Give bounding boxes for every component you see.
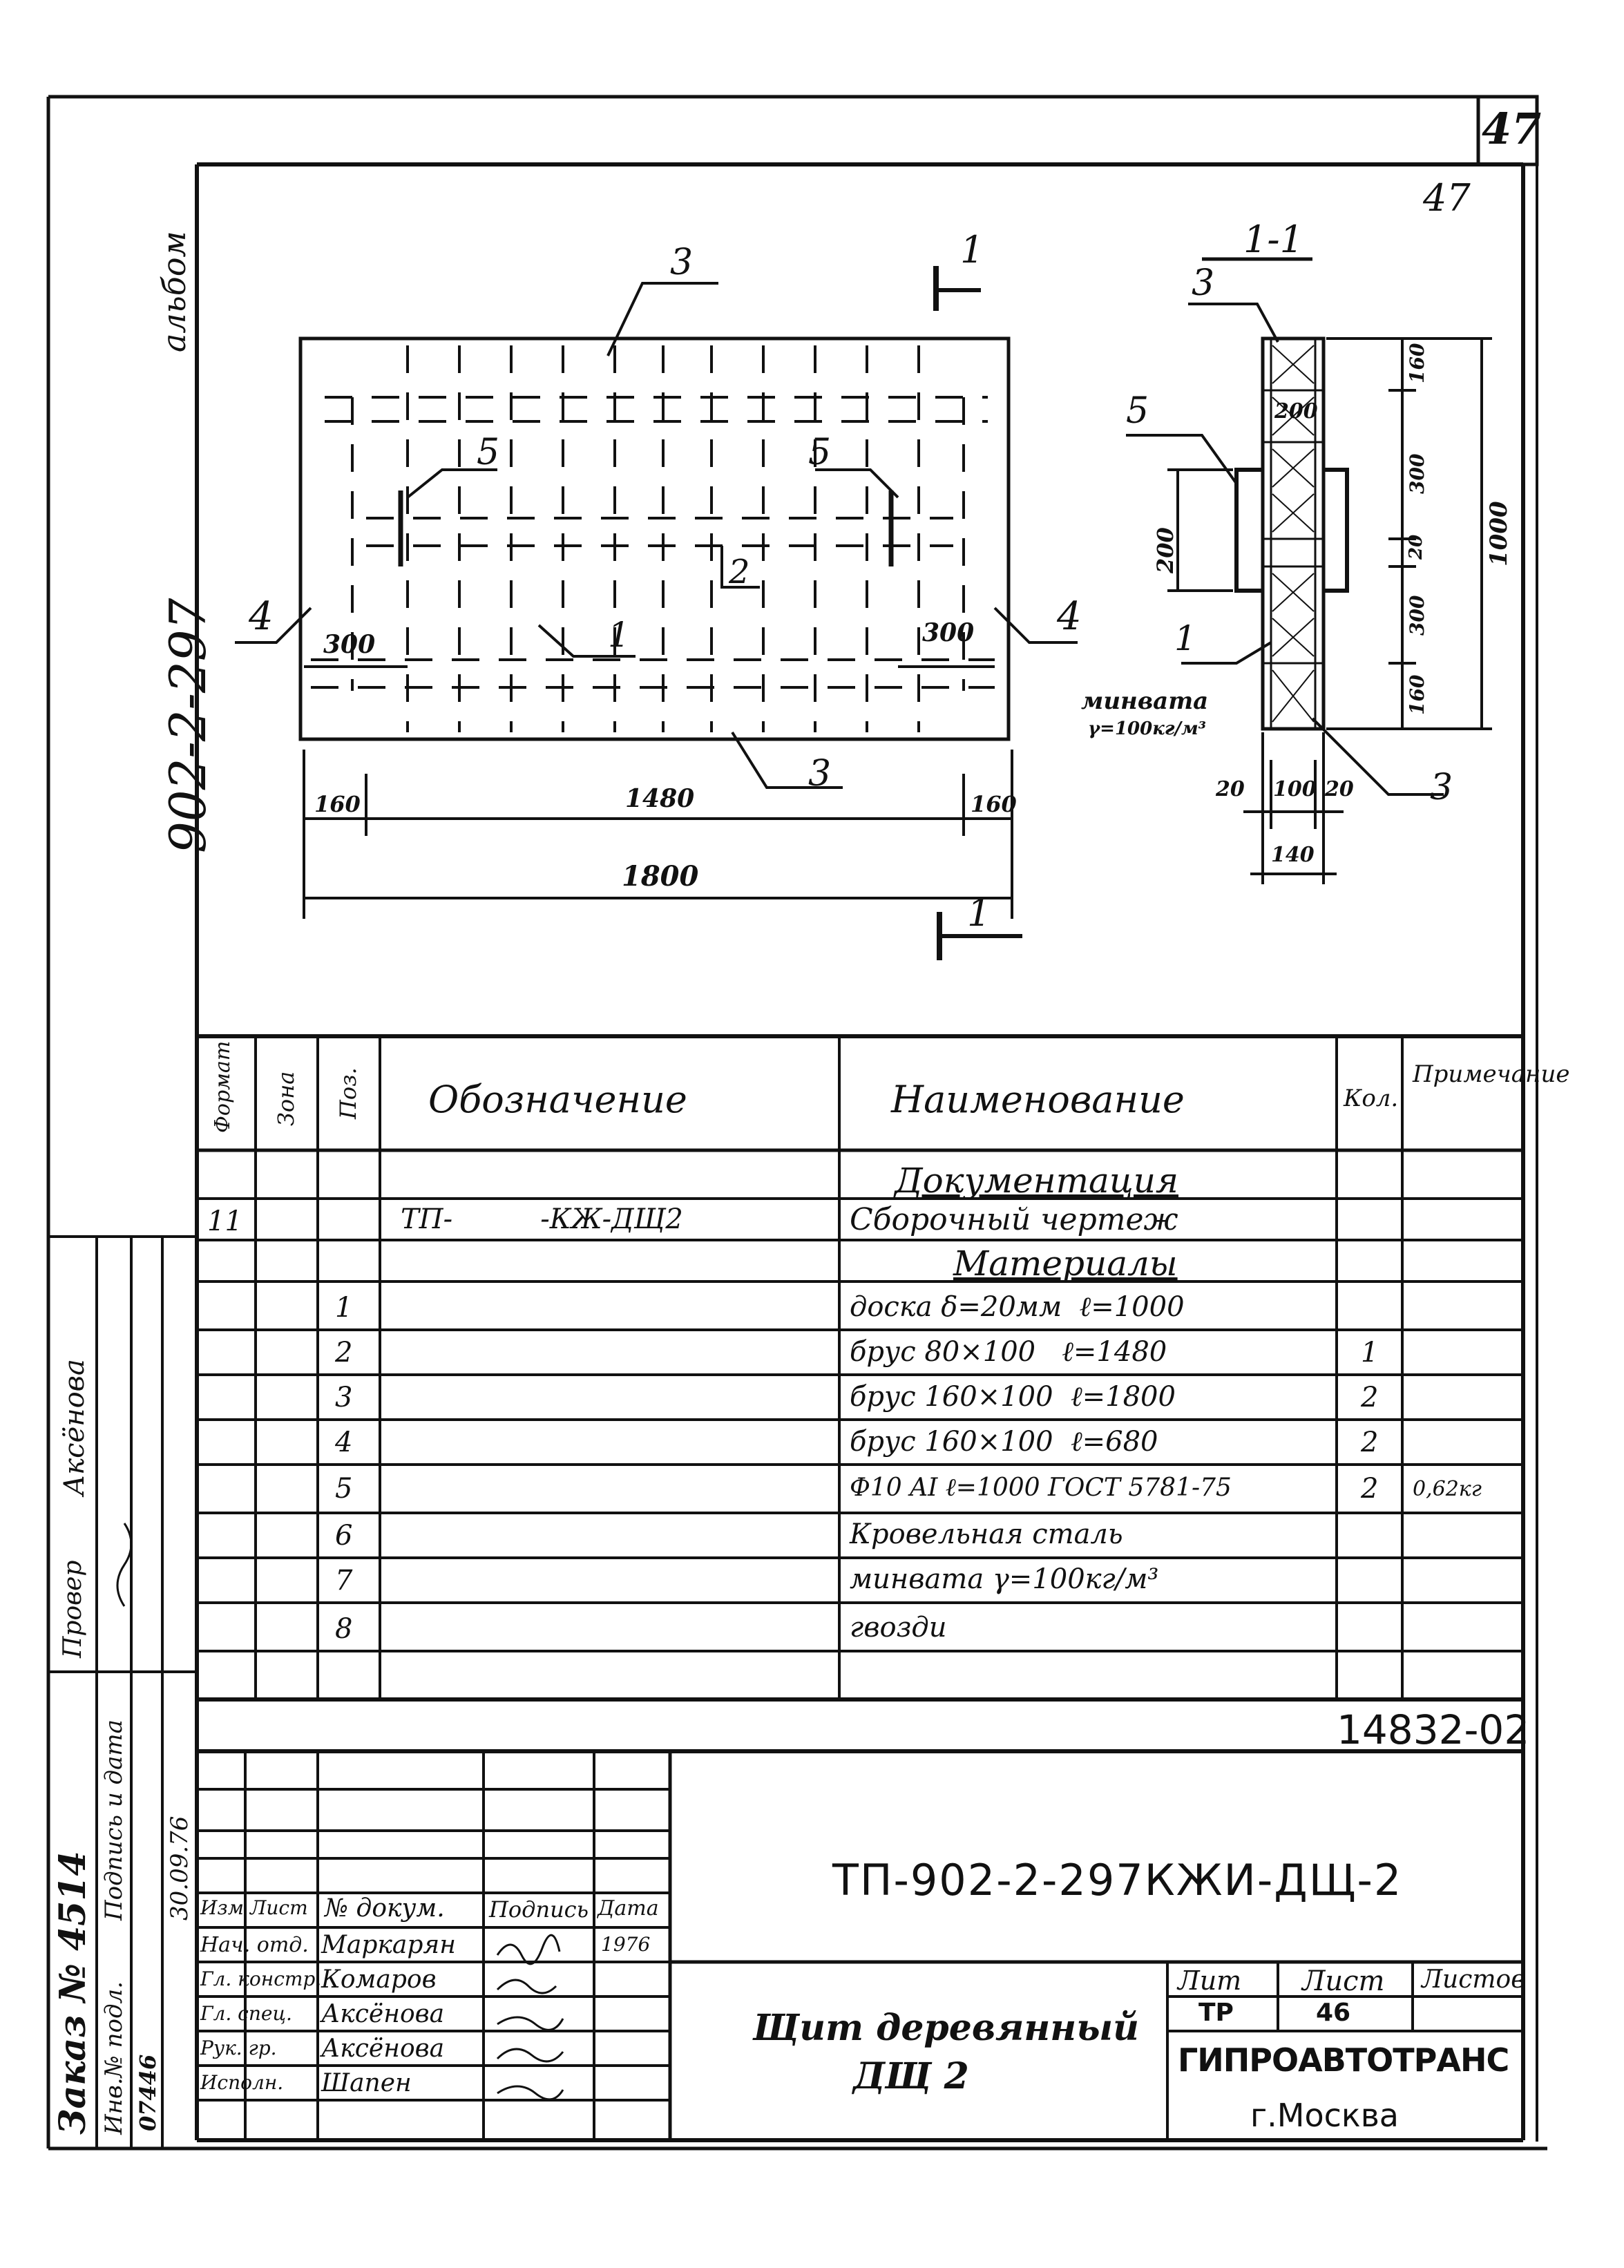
dim-160-left: 160 [314,791,361,817]
dim-160-right: 160 [971,791,1017,817]
dim-140: 140 [1271,843,1315,867]
row-6-pos: 3 [335,1382,353,1413]
row-5-name: брус 80×100 ℓ=1480 [850,1336,1167,1368]
callout-5-left: 5 [477,432,500,473]
col-date: Дата [598,1896,659,1921]
dim-300-section-top: 300 [1406,453,1429,494]
role-5-name: Шапен [321,2069,412,2097]
callout-5-right: 5 [808,432,832,473]
dim-1800: 1800 [622,860,699,893]
row-2-format: 11 [207,1206,242,1237]
header-zone: Зона [273,1071,299,1126]
callout-4-right: 4 [1057,594,1082,639]
proverer-name: Аксёнова [59,1359,90,1496]
role-3-name: Аксёнова [321,2000,445,2028]
row-7-qty: 2 [1361,1427,1379,1458]
lit-value: ТР [1198,1999,1234,2027]
sheets-label: Листов [1422,1965,1526,1994]
role-4: Рук. гр. [200,2037,277,2059]
col-doc-no: № докум. [325,1894,445,1923]
row-5-qty: 1 [1361,1337,1379,1369]
dim-200-top: 200 [1274,399,1318,423]
minvata-density: γ=100кг/м³ [1088,718,1207,739]
callout-2: 2 [729,553,750,591]
callout-3-bottom: 3 [808,753,832,794]
minvata-label: минвата [1081,687,1209,715]
dim-160-section-top: 160 [1406,343,1429,383]
callout-3-section-bottom: 3 [1430,767,1453,808]
callout-3-top: 3 [670,242,694,283]
role-2: Гл. констр. [200,1967,322,1990]
row-10-pos: 7 [335,1565,353,1597]
row-4-pos: 1 [335,1292,353,1324]
row-11-name: гвозди [850,1612,947,1643]
sheet-number-outer: 47 [1482,104,1542,154]
doc-code: ТП-902-2-297КЖИ-ДЩ-2 [832,1855,1403,1905]
signature-date-value: 30.09.76 [166,1816,193,1921]
role-2-name: Комаров [321,1965,437,1994]
row-11-pos: 8 [335,1613,353,1645]
row-2-name: Сборочный чертеж [850,1202,1178,1237]
cut-mark-top: 1 [960,228,984,271]
series-number: 902-2-297 [159,598,217,853]
header-qty: Кол. [1344,1085,1399,1112]
org-city: г.Москва [1250,2097,1399,2134]
role-4-name: Аксёнова [321,2034,445,2063]
title-line-1: Щит деревянный [753,2007,1139,2049]
row-5-pos: 2 [335,1337,353,1369]
stamp-code: 14832-02 [1337,1706,1530,1753]
row-4-name: доска δ=20мм ℓ=1000 [850,1291,1185,1323]
dim-100-bottom: 100 [1273,777,1317,801]
dim-20-bottom-left: 20 [1216,777,1245,801]
section-title: 1-1 [1243,218,1303,261]
proverer-label: Провер [59,1560,87,1658]
dim-1480: 1480 [625,784,695,813]
row-6-name: брус 160×100 ℓ=1800 [850,1381,1176,1413]
callout-3-section-top: 3 [1192,263,1215,304]
inv-original-value: 07446 [135,2054,161,2131]
sheet-value: 46 [1316,1999,1351,2027]
callout-4-left: 4 [249,594,274,639]
sheet-number-inner: 47 [1423,176,1471,220]
lit-label: Лит [1178,1965,1242,1996]
dim-300-right: 300 [922,618,975,647]
dim-200-side: 200 [1152,527,1178,573]
role-5: Исполн. [200,2071,284,2094]
role-3: Гл. спец. [200,2002,292,2025]
row-8-note: 0,62кг [1413,1477,1482,1501]
header-pos: Поз. [335,1067,361,1119]
row-9-pos: 6 [335,1520,353,1552]
dim-20-section: 20 [1406,534,1426,560]
dim-20-bottom-right: 20 [1325,777,1354,801]
col-signature: Подпись [489,1896,589,1923]
signature-date-label: Подпись и дата [100,1719,128,1921]
header-note: Примечание [1413,1060,1570,1088]
row-7-name: брус 160×100 ℓ=680 [850,1426,1158,1458]
row-8-qty: 2 [1361,1473,1379,1505]
row-3-name: Материалы [953,1243,1178,1284]
row-7-pos: 4 [335,1427,353,1458]
dim-300-section-bottom: 300 [1406,595,1429,636]
header-name: Наименование [891,1078,1185,1121]
row-9-name: Кровельная сталь [850,1518,1123,1550]
col-list: Лист [250,1896,308,1919]
title-line-2: ДЩ 2 [853,2055,969,2097]
row-1-name: Документация [895,1161,1179,1201]
row-2-designation: ТП- -КЖ-ДЩ2 [401,1203,683,1235]
callout-5-section: 5 [1126,390,1149,432]
row-8-pos: 5 [335,1473,353,1505]
org-name: ГИПРОАВТОТРАНС [1178,2041,1509,2079]
dim-1000-section: 1000 [1485,501,1513,566]
callout-1-section: 1 [1174,618,1196,658]
dim-300-left: 300 [323,630,376,659]
role-1-date: 1976 [601,1933,651,1956]
cut-mark-bottom: 1 [967,891,991,935]
header-format: Формат [211,1040,235,1133]
row-10-name: минвата γ=100кг/м³ [850,1563,1159,1595]
col-izm: Изм [200,1896,244,1919]
role-1-name: Маркарян [321,1931,456,1959]
order-number: Заказ № 4514 [52,1851,94,2135]
inv-original-label: Инв.№ подл. [100,1981,128,2135]
dim-160-section-bottom: 160 [1406,674,1429,715]
album-label: альбом [155,231,193,352]
row-8-name: Ф10 AI ℓ=1000 ГОСТ 5781-75 [850,1474,1232,1502]
role-1: Нач. отд. [200,1933,309,1957]
row-6-qty: 2 [1361,1382,1379,1413]
callout-1-plan: 1 [608,615,630,655]
header-designation: Обозначение [428,1078,687,1121]
sheet-label: Лист [1302,1965,1385,1997]
